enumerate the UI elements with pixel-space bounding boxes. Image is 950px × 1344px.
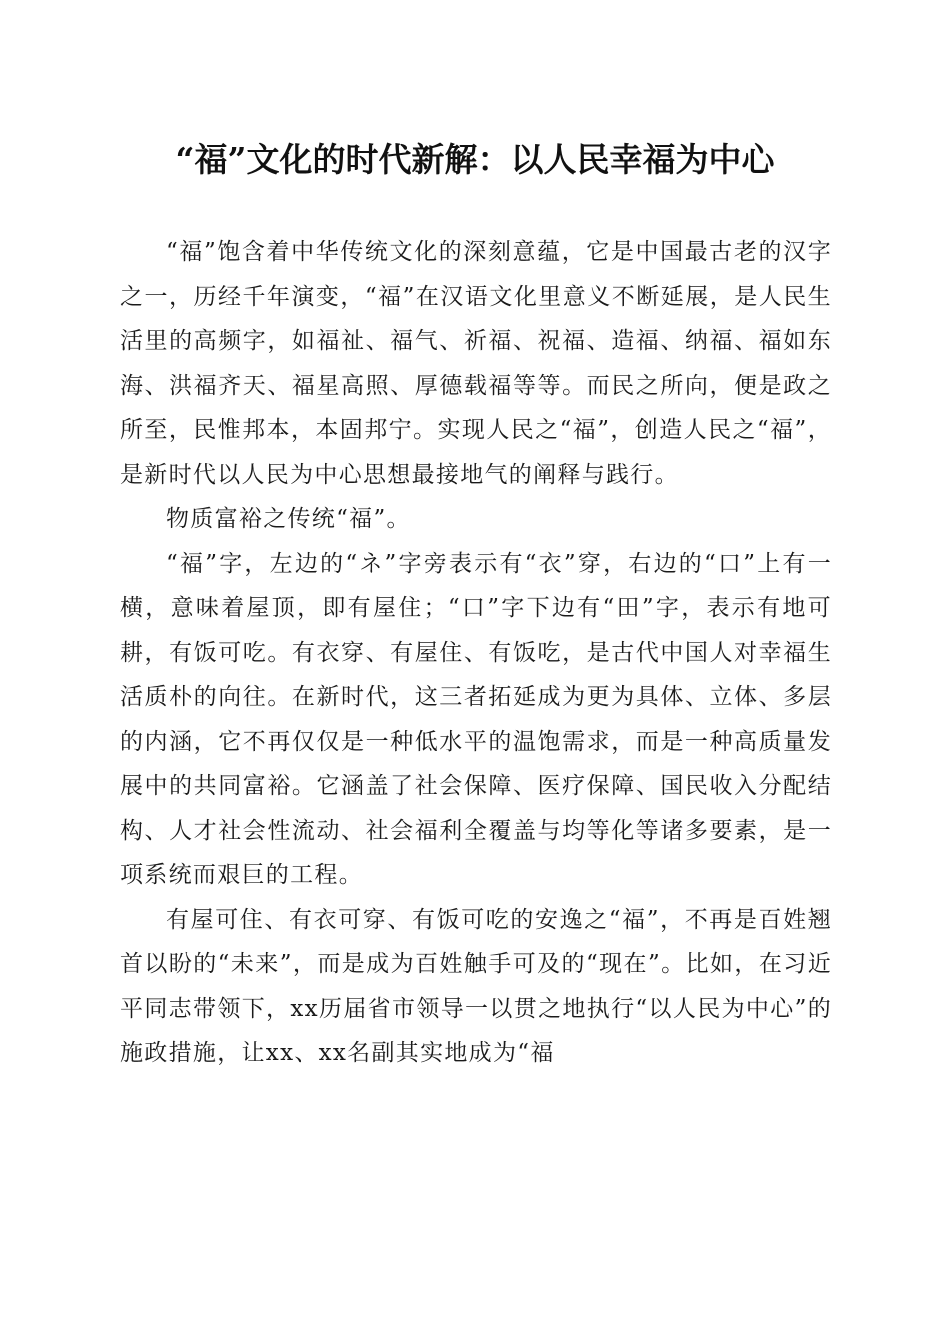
paragraph-section-heading: 物质富裕之传统“福”。 bbox=[166, 506, 411, 532]
paragraph-character-explanation: “福”字，左边的“ネ”字旁表示有“衣”穿，右边的“口”上有一横，意味着屋顶，即有屋住；“口”字下边有“田”字，表示有地可耕，有饭可吃。有衣穿、有屋住、有饭吃，是古代中国人对幸福生活质朴的向往。在新时代，这三者拓延成为更为具体、立体、多层的内涵，它不再仅仅是一种低水平的温饱需求，而是一种高质量发展中的共同富裕。它涵盖了社会保障、医疗保障、国民收入分配结构、人才社会性流动、社会福利全覆盖与均等化等诸多要素，是一项系统而艰巨的工程。 bbox=[120, 550, 832, 888]
paragraph-modern-example: 有屋可住、有衣可穿、有饭可吃的安逸之“福”，不再是百姓翘首以盼的“未来”，而是成为百姓触手可及的“现在”。比如，在习近平同志带领下，xx历届省市领导一以贯之地执行“以人民为中心”的施政措施，让xx、xx名副其实地成为“福 bbox=[120, 906, 832, 1066]
document-body bbox=[120, 230, 832, 1076]
paragraph-intro: “福”饱含着中华传统文化的深刻意蕴，它是中国最古老的汉字之一，历经千年演变，“福”在汉语文化里意义不断延展，是人民生活里的高频字，如福祉、福气、祈福、祝福、造福、纳福、福如东海、洪福齐天、福星高照、厚德载福等等。而民之所向，便是政之所至，民惟邦本，本固邦宁。实现人民之“福”，创造人民之“福”，是新时代以人民为中心思想最接地气的阐释与践行。 bbox=[120, 239, 832, 488]
document-title: “福”文化的时代新解：以人民幸福为中心 bbox=[175, 140, 775, 179]
